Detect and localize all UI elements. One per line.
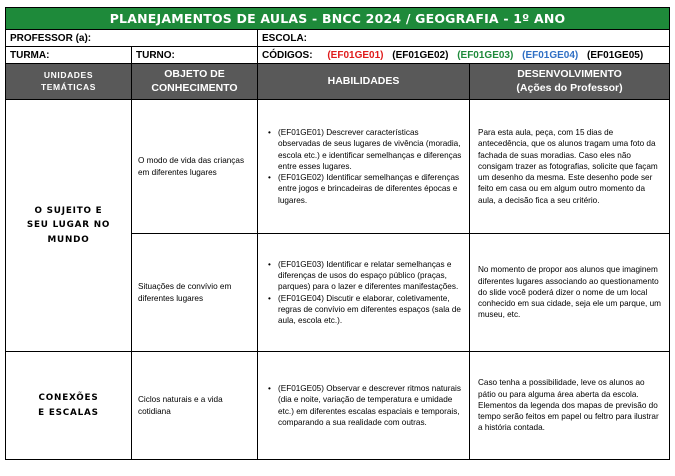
theme-conexoes-escalas <box>6 352 132 460</box>
code-ge02: (EF01GE02) <box>392 49 449 61</box>
objeto-cell: Situações de convívio em diferentes lugares <box>132 234 258 352</box>
theme-sujeito-lugar: O SUJEITO E SEU LUGAR NO MUNDO <box>6 100 132 352</box>
table-row <box>6 100 670 234</box>
objeto-cell: O modo de vida das crianças em diferentes lugares <box>132 100 258 234</box>
escola-field[interactable]: ESCOLA: <box>258 30 670 47</box>
list-item: • (EF01GE01) Descrever características observadas de seus lugares de vivência (moradia, escola etc.) e identificar semelhanças e diferenças entre esses lugares. <box>268 127 463 172</box>
turma-field[interactable]: TURMA: <box>6 47 132 64</box>
habilidades-cell <box>258 234 470 352</box>
header-row <box>6 64 670 100</box>
title-row <box>6 8 670 30</box>
header-objeto: OBJETO DE CONHECIMENTO <box>132 64 258 100</box>
list-item: • (EF01GE05) Observar e descrever ritmos naturais (dia e noite, variação de temperatura e umidade etc.) em diferentes escalas espaciais e temporais, comparando a sua realidade com outras. <box>268 383 463 428</box>
code-ge03: (EF01GE03) <box>457 49 514 61</box>
codes-label: CÓDIGOS: <box>262 49 313 61</box>
habilidades-list <box>268 259 463 327</box>
lesson-plan-table <box>5 7 670 460</box>
code-ge01: (EF01GE01) <box>327 49 384 61</box>
professor-field[interactable]: PROFESSOR (a): <box>6 30 258 47</box>
header-habilidades: HABILIDADES <box>258 64 470 100</box>
header-desenvolvimento <box>470 64 670 100</box>
info-row-1 <box>6 30 670 47</box>
theme-line: E ESCALAS <box>38 407 99 418</box>
header-unidades: UNIDADES TEMÁTICAS <box>6 64 132 100</box>
header-desenvolvimento-sub: (Ações do Professor) <box>516 81 623 94</box>
code-ge05: (EF01GE05) <box>587 49 644 61</box>
page-title: PLANEJAMENTOS DE AULAS - BNCC 2024 / GEOGRAFIA - 1º ANO <box>6 8 670 30</box>
list-item: • (EF01GE02) Identificar semelhanças e diferenças entre jogos e brincadeiras de diferentes épocas e lugares. <box>268 172 463 206</box>
habilidades-list <box>268 383 463 428</box>
code-ge04: (EF01GE04) <box>522 49 579 61</box>
theme-line: CONEXÕES <box>38 393 99 404</box>
habilidades-cell <box>258 100 470 234</box>
desenvolvimento-cell: No momento de propor aos alunos que imaginem diferentes lugares associando ao questionamento do slide você poderá dizer o nome de um local conhecido em sua cidade, seja ele um parque, um museu, etc. <box>470 234 670 352</box>
habilidades-cell <box>258 352 470 460</box>
header-desenvolvimento-title: DESENVOLVIMENTO <box>517 67 622 80</box>
table-row <box>6 352 670 460</box>
habilidades-list <box>268 127 463 206</box>
list-item: • (EF01GE04) Discutir e elaborar, coletivamente, regras de convívio em diferentes espaços (sala de aula, escola etc.). <box>268 293 463 327</box>
list-item: • (EF01GE03) Identificar e relatar semelhanças e diferenças de usos do espaço público (praças, parques) para o lazer e diferentes manifestações. <box>268 259 463 293</box>
info-row-2 <box>6 47 670 64</box>
codes-cell <box>258 47 670 64</box>
turno-field[interactable]: TURNO: <box>132 47 258 64</box>
desenvolvimento-cell: Para esta aula, peça, com 15 dias de antecedência, que os alunos tragam uma foto da fachada de suas moradias. Caso eles não consigam trazer as fotografias, solicite que façam um desenho da mesma. Este desenho pode ser feito em casa ou em algum outro momento da aula, a decisão fica a seu critério. <box>470 100 670 234</box>
desenvolvimento-cell: Caso tenha a possibilidade, leve os alunos ao pátio ou para alguma área aberta da escola. Elementos da legenda dos mapas de previsão do tempo serão feitos em papel ou feltro para ilustrar a história contada. <box>470 352 670 460</box>
lesson-plan-document <box>5 7 669 473</box>
objeto-cell: Ciclos naturais e a vida cotidiana <box>132 352 258 460</box>
